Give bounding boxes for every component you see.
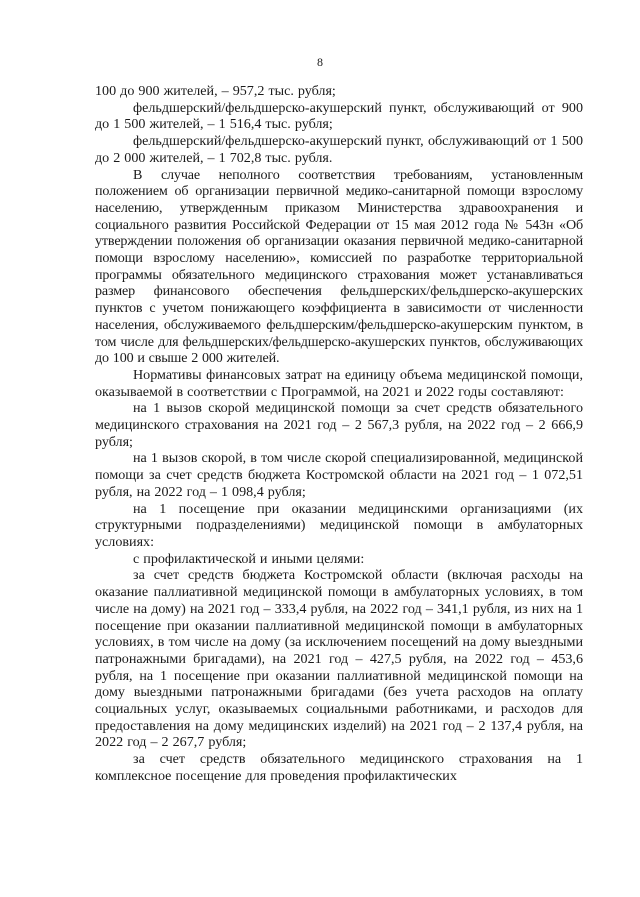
paragraph: на 1 посещение при оказании медицинскими организациями (их структурными подразделениями) медицинской помощи в амбулаторных условиях: (95, 500, 583, 550)
page-number: 8 (317, 55, 323, 69)
paragraph: 100 до 900 жителей, – 957,2 тыс. рубля; (95, 83, 336, 99)
paragraph: за счет средств обязательного медицинского страхования на 1 комплексное посещение для проведения профилактических (95, 751, 583, 784)
paragraph: с профилактической и иными целями: (133, 550, 365, 567)
paragraph: фельдшерский/фельдшерско-акушерский пункт, обслуживающий от 900 до 1 500 жителей, – 1 516,4 тыс. рубля; (95, 99, 583, 133)
paragraph: В случае неполного соответствия требованиям, установленным положением об организации первичной медико-санитарной помощи взрослому населению, утвержденным приказом Министерства здравоохранения и социального развития Российской Федерации от 15 мая 2012 года № 543н «Об утверждении положения об организации оказания первичной медико-санитарной помощи взрослому населению», комиссией по разработке территориальной программы обязательного медицинского страхования может устанавливаться размер финансового обеспечения фельдшерских/фельдшерско-акушерских пунктов с учетом понижающего коэффициента в зависимости от численности населения, обслуживаемого фельдшерским/фельдшерско-акушерским пунктом, в том числе для фельдшерских/фельдшерско-акушерских пунктов, обслуживающих до 100 и свыше 2 000 жителей. (95, 166, 583, 367)
paragraph: на 1 вызов скорой медицинской помощи за счет средств обязательного медицинского страхования на 2021 год – 2 567,3 рубля, на 2022 год – 2 666,9 рубля; (95, 400, 583, 450)
document-body (95, 83, 583, 785)
paragraph: фельдшерский/фельдшерско-акушерский пункт, обслуживающий от 1 500 до 2 000 жителей, – 1 702,8 тыс. рубля. (95, 133, 583, 166)
paragraph: Нормативы финансовых затрат на единицу объема медицинской помощи, оказываемой в соответствии с Программой, на 2021 и 2022 годы составляют: (95, 366, 583, 400)
paragraph: за счет средств бюджета Костромской области (включая расходы на оказание паллиативной медицинской помощи в амбулаторных условиях, в том числе на дому) на 2021 год – 333,4 рубля, на 2022 год – 341,1 рубля, из них на 1 посещение при оказании паллиативной медицинской помощи в амбулаторных условиях, в том числе на дому (за исключением посещений на дому выездными патронажными бригадами), на 2021 год – 427,5 рубля, на 2022 год – 453,6 рубля, на 1 посещение при оказании паллиативной медицинской помощи на дому выездными патронажными бригадами (без учета расходов на оплату социальных услуг, оказываемых социальными работниками, и расходов для предоставления на дому медицинских изделий) на 2021 год – 2 137,4 рубля, на 2022 год – 2 267,7 рубля; (95, 567, 583, 751)
paragraph: на 1 вызов скорой, в том числе скорой специализированной, медицинской помощи за счет средств бюджета Костромской области на 2021 год – 1 072,51 рубля, на 2022 год – 1 098,4 рубля; (95, 450, 583, 500)
